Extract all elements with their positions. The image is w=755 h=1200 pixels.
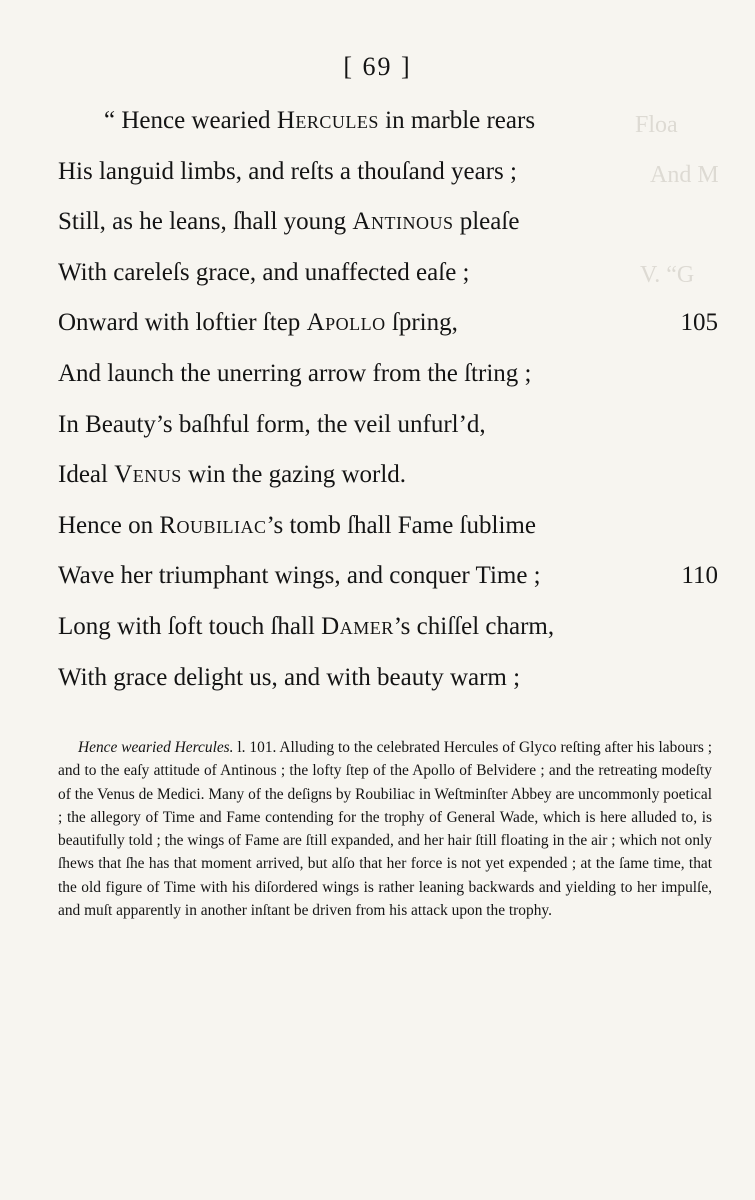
line-number: 105 — [680, 309, 718, 337]
verse-text: pleaſe — [453, 208, 520, 236]
verse-proper-name: Apollo — [306, 309, 386, 337]
verse-text: “ Hence wearied — [104, 107, 277, 134]
verse-line — [58, 248, 718, 299]
verse-text: in marble rears — [378, 107, 536, 134]
verse-text: And launch the unerring arrow from the ſtring ; — [58, 359, 532, 387]
verse-line — [58, 349, 718, 400]
verse-line — [58, 602, 718, 653]
verse-line — [58, 400, 718, 451]
verse-text: Onward with loftier ſtep — [58, 309, 307, 337]
verse-text: ’s chiſſel charm, — [393, 612, 555, 640]
footnote-lead: Hence wearied Hercules. — [78, 739, 234, 756]
poem-verse — [58, 96, 718, 703]
verse-text: ’s tomb ſhall Fame ſublime — [266, 511, 536, 539]
verse-line — [58, 450, 718, 501]
verse-text: Still, as he leans, ſhall young — [58, 208, 353, 236]
verse-line — [58, 653, 718, 704]
verse-text: Long with ſoft touch ſhall — [58, 612, 322, 640]
verse-line — [58, 298, 718, 349]
verse-proper-name: Antinous — [352, 208, 454, 236]
verse-text: Wave her triumphant wings, and conquer Time ; — [58, 562, 541, 590]
verse-text: With careleſs grace, and unaffected eaſe ; — [58, 258, 470, 286]
verse-line — [58, 147, 718, 198]
verse-text: His languid limbs, and reſts a thouſand years ; — [58, 157, 517, 185]
verse-line — [58, 501, 718, 552]
verse-text: win the gazing world. — [181, 461, 407, 489]
verse-line — [58, 551, 718, 602]
footnote-body: Alluding to the celebrated Hercules of Glyco reſting after his labours ; and to the eaſy attitude of Antinous ; the lofty ſtep of the Apollo of Belvidere ; and the retreating modeſty of the Venus de Medici. Many of the deſigns by Roubiliac in Weſtminſter Abbey are uncommonly poetical ; the allegory of Time and Fame contending for the trophy of General Wade, which is here alluded to, is beautifully told ; the wings of Fame are ſtill expanded, and her hair ſtill floating in the air ; which not only ſhews that ſhe has that moment arrived, but alſo that her force is not yet expended ; at the ſame time, that the old figure of Time with his diſordered wings is rather leaning backwards and yielding to her impulſe, and muſt apparently in another inſtant be driven from his attack upon the trophy. — [58, 739, 713, 920]
verse-text: Hence on — [58, 511, 160, 539]
verse-proper-name: Hercules — [276, 107, 379, 134]
verse-text: In Beauty’s baſhful form, the veil unfurl’d, — [58, 410, 486, 438]
show-through-decoration: V. “G — [640, 262, 695, 288]
show-through-decoration: Floa — [635, 112, 678, 138]
verse-text: ſpring, — [385, 309, 458, 337]
verse-proper-name: Damer — [321, 612, 394, 640]
footnote-line-ref: l. 101. — [233, 739, 277, 756]
page-number: [ 69 ] — [343, 52, 412, 81]
verse-text: Ideal — [58, 461, 115, 489]
verse-line — [58, 197, 718, 248]
show-through-decoration: And M — [650, 162, 719, 188]
line-number: 110 — [681, 562, 718, 590]
verse-proper-name: Roubiliac — [159, 511, 267, 539]
verse-text: With grace delight us, and with beauty warm ; — [58, 663, 521, 691]
verse-line — [58, 96, 718, 147]
verse-proper-name: Venus — [114, 461, 182, 489]
footnote — [58, 736, 712, 922]
